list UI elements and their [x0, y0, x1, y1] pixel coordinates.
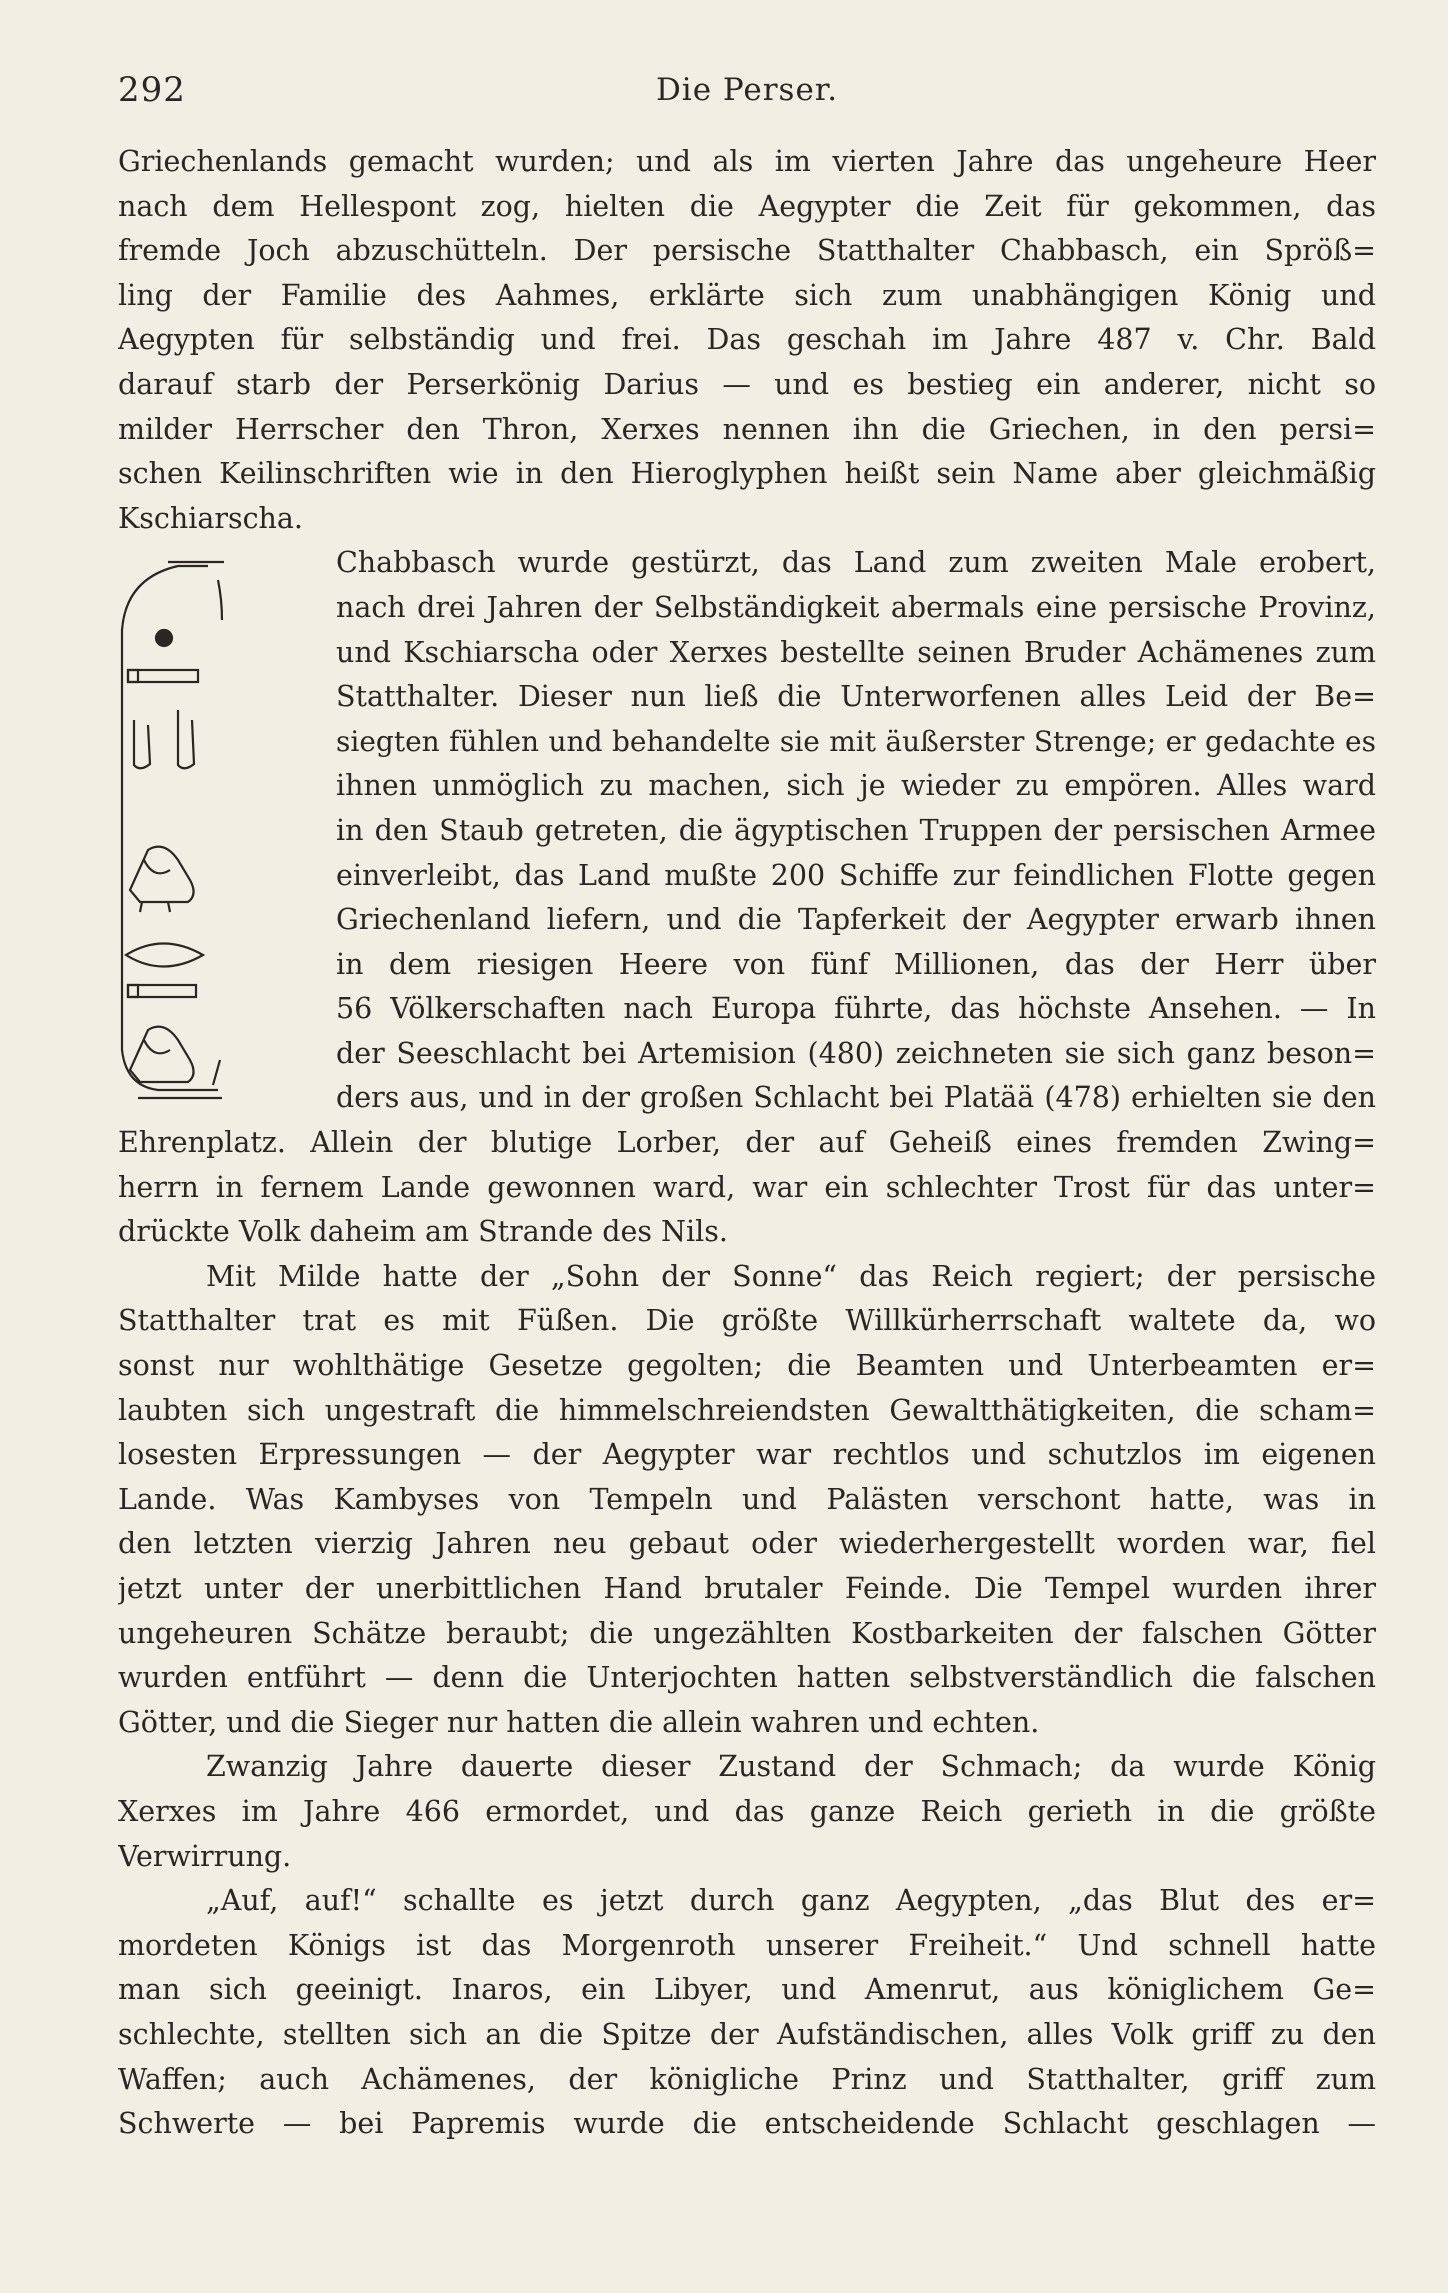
text-line: und Kschiarscha oder Xerxes bestellte seinen Bruder Achämenes zum	[336, 635, 1376, 669]
text-line: Götter, und die Sieger nur hatten die allein wahren und echten.	[118, 1705, 1040, 1739]
text-line: laubten sich ungestraft die himmelschreiendsten Gewaltthätigkeiten, die scham=	[118, 1393, 1376, 1427]
text-line: Kschiarscha.	[118, 501, 303, 535]
text-line: einverleibt, das Land mußte 200 Schiffe zur feindlichen Flotte gegen	[336, 858, 1376, 892]
text-line: Griechenlands gemacht wurden; und als im vierten Jahre das ungeheure Heer	[118, 145, 1376, 178]
text-line: wurden entführt — denn die Unterjochten hatten selbstverständlich die falschen	[118, 1661, 1376, 1695]
text-line: Griechenland liefern, und die Tapferkeit der Aegypter erwarb ihnen	[336, 903, 1376, 937]
text-line: ders aus, und in der großen Schlacht bei Platää (478) erhielten sie den	[336, 1081, 1376, 1115]
text-line: drückte Volk daheim am Strande des Nils.	[118, 1215, 728, 1249]
text-line: schlechte, stellten sich an die Spitze der Aufständischen, alles Volk griff zu den	[118, 2017, 1376, 2051]
text-line: milder Herrscher den Thron, Xerxes nennen ihn die Griechen, in den persi=	[118, 412, 1376, 446]
page-number: 292	[118, 70, 186, 110]
text-line: ling der Familie des Aahmes, erklärte sich zum unabhängigen König und	[118, 278, 1376, 312]
text-line: 56 Völkerschaften nach Europa führte, das höchste Ansehen. — In	[336, 992, 1376, 1026]
text-line: Zwanzig Jahre dauerte dieser Zustand der Schmach; da wurde König	[206, 1750, 1376, 1784]
text-line: ungeheuren Schätze beraubt; die ungezählten Kostbarkeiten der falschen Götter	[118, 1616, 1376, 1650]
text-line: „Auf, auf!“ schallte es jetzt durch ganz Aegypten, „das Blut des er=	[206, 1884, 1376, 1918]
text-line: Chabbasch wurde gestürzt, das Land zum zweiten Male erobert,	[336, 546, 1376, 580]
text-line: Aegypten für selbständig und frei. Das geschah im Jahre 487 v. Chr. Bald	[118, 323, 1376, 357]
text-line: Ehrenplatz. Allein der blutige Lorber, der auf Geheiß eines fremden Zwing=	[118, 1126, 1376, 1160]
running-title: Die Perser.	[655, 72, 839, 108]
text-line: sonst nur wohlthätige Gesetze gegolten; die Beamten und Unterbeamten er=	[118, 1349, 1376, 1383]
text-line: ihnen unmöglich zu machen, sich je wieder zu empören. Alles ward	[336, 769, 1376, 803]
text-line: Statthalter. Dieser nun ließ die Unterworfenen alles Leid der Be=	[336, 680, 1376, 714]
text-line: Verwirrung.	[118, 1839, 292, 1873]
text-line: in den Staub getreten, die ägyptischen Truppen der persischen Armee	[336, 813, 1376, 847]
text-line: Lande. Was Kambyses von Tempeln und Palästen verschont hatte, was in	[118, 1482, 1376, 1516]
text-line: Xerxes im Jahre 466 ermordet, und das ganze Reich gerieth in die größte	[118, 1794, 1376, 1828]
text-line: losesten Erpressungen — der Aegypter war rechtlos und schutzlos im eigenen	[118, 1438, 1376, 1472]
text-line: fremde Joch abzuschütteln. Der persische Statthalter Chabbasch, ein Spröß=	[118, 234, 1376, 268]
text-line: Statthalter trat es mit Füßen. Die größte Willkürherrschaft waltete da, wo	[118, 1304, 1376, 1338]
text-line: herrn in fernem Lande gewonnen ward, war ein schlechter Trost für das unter=	[118, 1170, 1376, 1204]
text-line: mordeten Königs ist das Morgenroth unserer Freiheit.“ Und schnell hatte	[118, 1928, 1376, 1962]
text-line: den letzten vierzig Jahren neu gebaut oder wiederhergestellt worden war, fiel	[118, 1527, 1376, 1561]
text-line: der Seeschlacht bei Artemision (480) zeichneten sie sich ganz beson=	[336, 1036, 1376, 1070]
text-line: siegten fühlen und behandelte sie mit äußerster Strenge; er gedachte es	[336, 724, 1376, 758]
text-line: nach dem Hellespont zog, hielten die Aegypter die Zeit für gekommen, das	[118, 189, 1376, 223]
text-line: man sich geeinigt. Inaros, ein Libyer, und Amenrut, aus königlichem Ge=	[118, 1973, 1376, 2007]
text-line: darauf starb der Perserkönig Darius — und es bestieg ein anderer, nicht so	[118, 367, 1376, 401]
page-header	[118, 70, 1376, 120]
text-line: Mit Milde hatte der „Sohn der Sonne“ das Reich regiert; der persische	[206, 1259, 1376, 1293]
text-line: Schwerte — bei Papremis wurde die entscheidende Schlacht geschlagen —	[118, 2107, 1376, 2141]
text-line: in dem riesigen Heere von fünf Millionen, das der Herr über	[336, 947, 1376, 981]
text-line: schen Keilinschriften wie in den Hieroglyphen heißt sein Name aber gleichmäßig	[118, 457, 1376, 491]
text-line: nach drei Jahren der Selbständigkeit abermals eine persische Provinz,	[336, 590, 1376, 624]
text-line: Waffen; auch Achämenes, der königliche Prinz und Statthalter, griff zum	[118, 2062, 1376, 2096]
text-line: jetzt unter der unerbittlichen Hand brutaler Feinde. Die Tempel wurden ihrer	[118, 1572, 1376, 1605]
body-text	[118, 140, 1376, 2147]
